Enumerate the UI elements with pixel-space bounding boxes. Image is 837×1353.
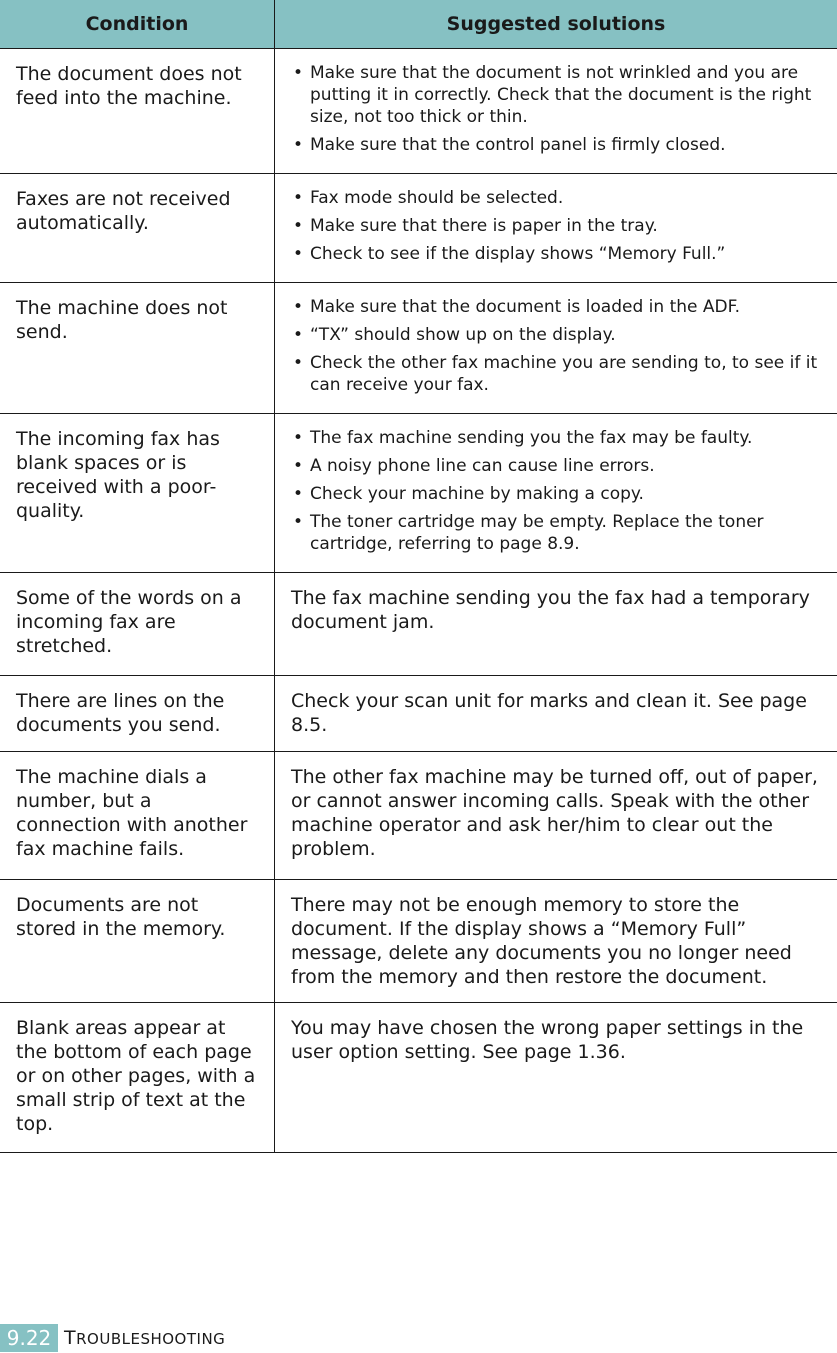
table-row — [0, 1003, 837, 1153]
section-title-rest: ROUBLESHOOTING — [76, 1330, 225, 1348]
table-row — [0, 49, 837, 174]
list-item: • Make sure that there is paper in the tray. — [291, 215, 823, 237]
table-row — [0, 880, 837, 1003]
table-body — [0, 49, 837, 1153]
solution-cell — [275, 49, 837, 174]
condition-cell: There are lines on the documents you send. — [0, 676, 275, 752]
section-title-initial: T — [64, 1327, 76, 1349]
list-item: • The toner cartridge may be empty. Replace the toner cartridge, referring to page 8.9. — [291, 511, 823, 555]
list-item: • Check the other fax machine you are sending to, to see if it can receive your fax. — [291, 352, 823, 396]
table-row — [0, 676, 837, 752]
list-item: • Check your machine by making a copy. — [291, 483, 823, 505]
condition-cell: Faxes are not received automatically. — [0, 174, 275, 283]
solution-list — [291, 62, 823, 156]
section-title — [64, 1324, 225, 1353]
solution-list — [291, 187, 823, 265]
list-item: • Make sure that the control panel is firmly closed. — [291, 134, 823, 156]
page-number: 9.22 — [0, 1324, 58, 1352]
solution-cell — [275, 174, 837, 283]
condition-cell: The incoming fax has blank spaces or is received with a poor-quality. — [0, 414, 275, 573]
solution-cell: There may not be enough memory to store the document. If the display shows a “Memory Full” message, delete any documents you no longer need from the memory and then restore the document. — [275, 880, 837, 1003]
solution-cell: The fax machine sending you the fax had a temporary document jam. — [275, 573, 837, 676]
condition-cell: The machine does not send. — [0, 283, 275, 414]
list-item: • Make sure that the document is not wrinkled and you are putting it in correctly. Check that the document is the right size, not too thick or thin. — [291, 62, 823, 128]
list-item: • Check to see if the display shows “Memory Full.” — [291, 243, 823, 265]
table-row — [0, 573, 837, 676]
condition-cell: Some of the words on a incoming fax are stretched. — [0, 573, 275, 676]
list-item: • “TX” should show up on the display. — [291, 324, 823, 346]
table-header-row — [0, 0, 837, 49]
condition-cell: Blank areas appear at the bottom of each page or on other pages, with a small strip of text at the top. — [0, 1003, 275, 1153]
list-item: • Fax mode should be selected. — [291, 187, 823, 209]
page-footer — [0, 1324, 837, 1352]
solution-cell: You may have chosen the wrong paper settings in the user option setting. See page 1.36. — [275, 1003, 837, 1153]
table-row — [0, 752, 837, 880]
solution-cell — [275, 283, 837, 414]
list-item: • A noisy phone line can cause line errors. — [291, 455, 823, 477]
table-row — [0, 414, 837, 573]
condition-cell: The machine dials a number, but a connection with another fax machine fails. — [0, 752, 275, 880]
table-row — [0, 283, 837, 414]
solution-list — [291, 427, 823, 555]
solution-cell: Check your scan unit for marks and clean it. See page 8.5. — [275, 676, 837, 752]
condition-cell: Documents are not stored in the memory. — [0, 880, 275, 1003]
column-header-condition: Condition — [0, 0, 275, 49]
table-row — [0, 174, 837, 283]
solution-cell — [275, 414, 837, 573]
solution-list — [291, 296, 823, 396]
list-item: • Make sure that the document is loaded in the ADF. — [291, 296, 823, 318]
solution-cell: The other fax machine may be turned off, out of paper, or cannot answer incoming calls. Speak with the other machine operator and ask her/him to clear out the problem. — [275, 752, 837, 880]
column-header-solutions: Suggested solutions — [275, 0, 837, 49]
list-item: • The fax machine sending you the fax may be faulty. — [291, 427, 823, 449]
condition-cell: The document does not feed into the machine. — [0, 49, 275, 174]
